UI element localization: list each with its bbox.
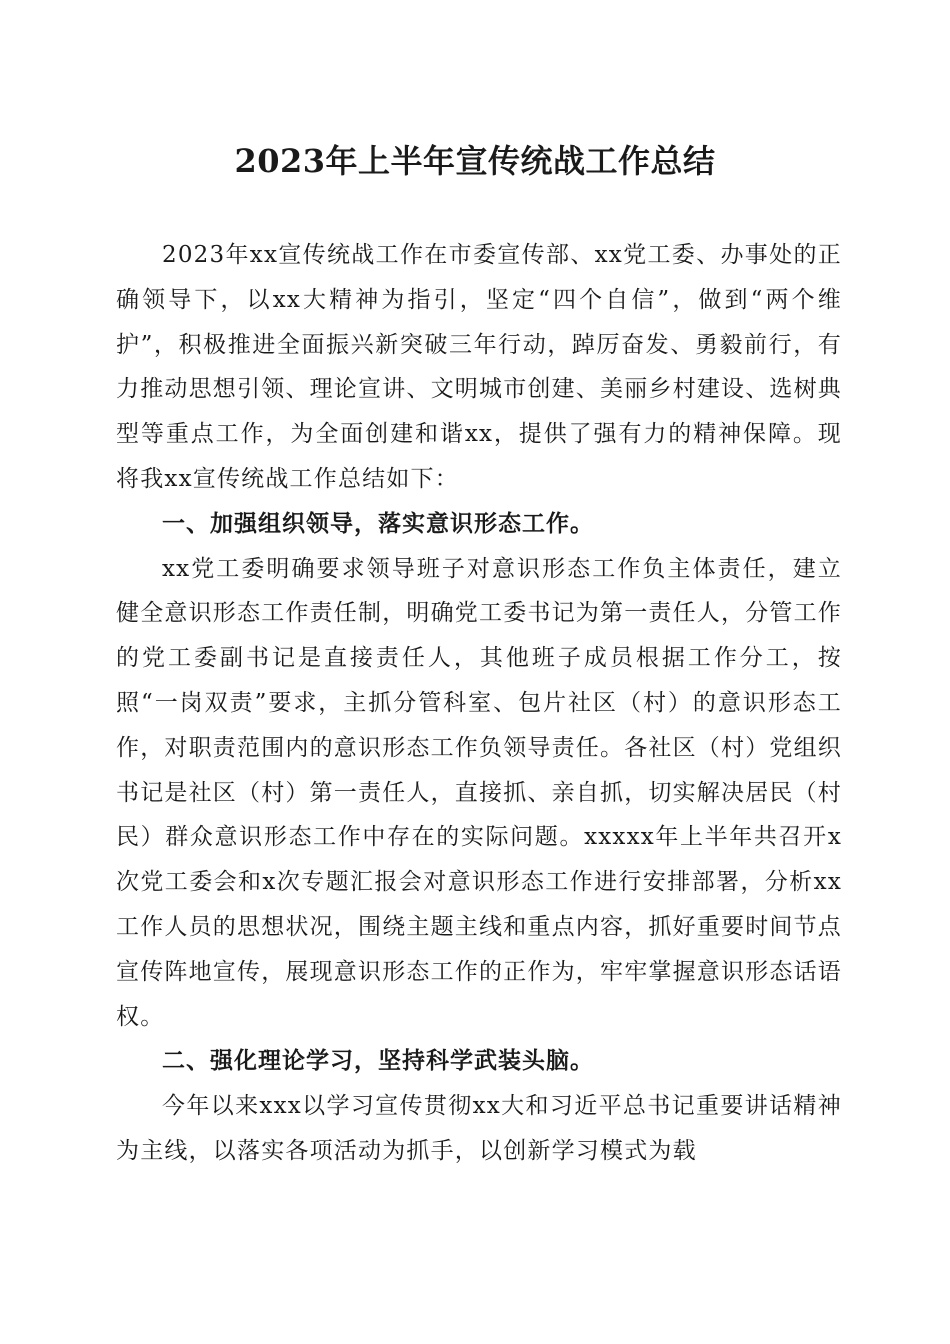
document-title: 2023年上半年宣传统战工作总结 — [234, 142, 716, 180]
section-heading-2: 二、强化理论学习，坚持科学武装头脑。 — [162, 1048, 594, 1075]
intro-paragraph: 2023年xx宣传统战工作在市委宣传部、xx党工委、办事处的正确领导下，以xx大精神为指引，坚定“四个自信”，做到“两个维护”，积极推进全面振兴新突破三年行动，踔厉奋发、勇毅前行，有力推动思想引领、理论宣讲、文明城市创建、美丽乡村建设、选树典型等重点工作，为全面创建和谐xx，提供了强有力的精神保障。现将我xx宣传统战工作总结如下： — [116, 242, 842, 492]
document-body — [116, 233, 842, 1174]
section-1-paragraph: xx党工委明确要求领导班子对意识形态工作负主体责任，建立健全意识形态工作责任制，明确党工委书记为第一责任人，分管工作的党工委副书记是直接责任人，其他班子成员根据工作分工，按照“一岗双责”要求，主抓分管科室、包片社区（村）的意识形态工作，对职责范围内的意识形态工作负领导责任。各社区（村）党组织书记是社区（村）第一责任人，直接抓、亲自抓，切实解决居民（村民）群众意识形态工作中存在的实际问题。xxxxx年上半年共召开x次党工委会和x次专题汇报会对意识形态工作进行安排部署，分析xx工作人员的思想状况，围绕主题主线和重点内容，抓好重要时间节点宣传阵地宣传，展现意识形态工作的正作为，牢牢掌握意识形态话语权。 — [116, 555, 842, 1030]
section-heading-1: 一、加强组织领导，落实意识形态工作。 — [162, 510, 594, 537]
section-2-paragraph: 今年以来xxx以学习宣传贯彻xx大和习近平总书记重要讲话精神为主线，以落实各项活动为抓手，以创新学习模式为载 — [116, 1093, 842, 1164]
